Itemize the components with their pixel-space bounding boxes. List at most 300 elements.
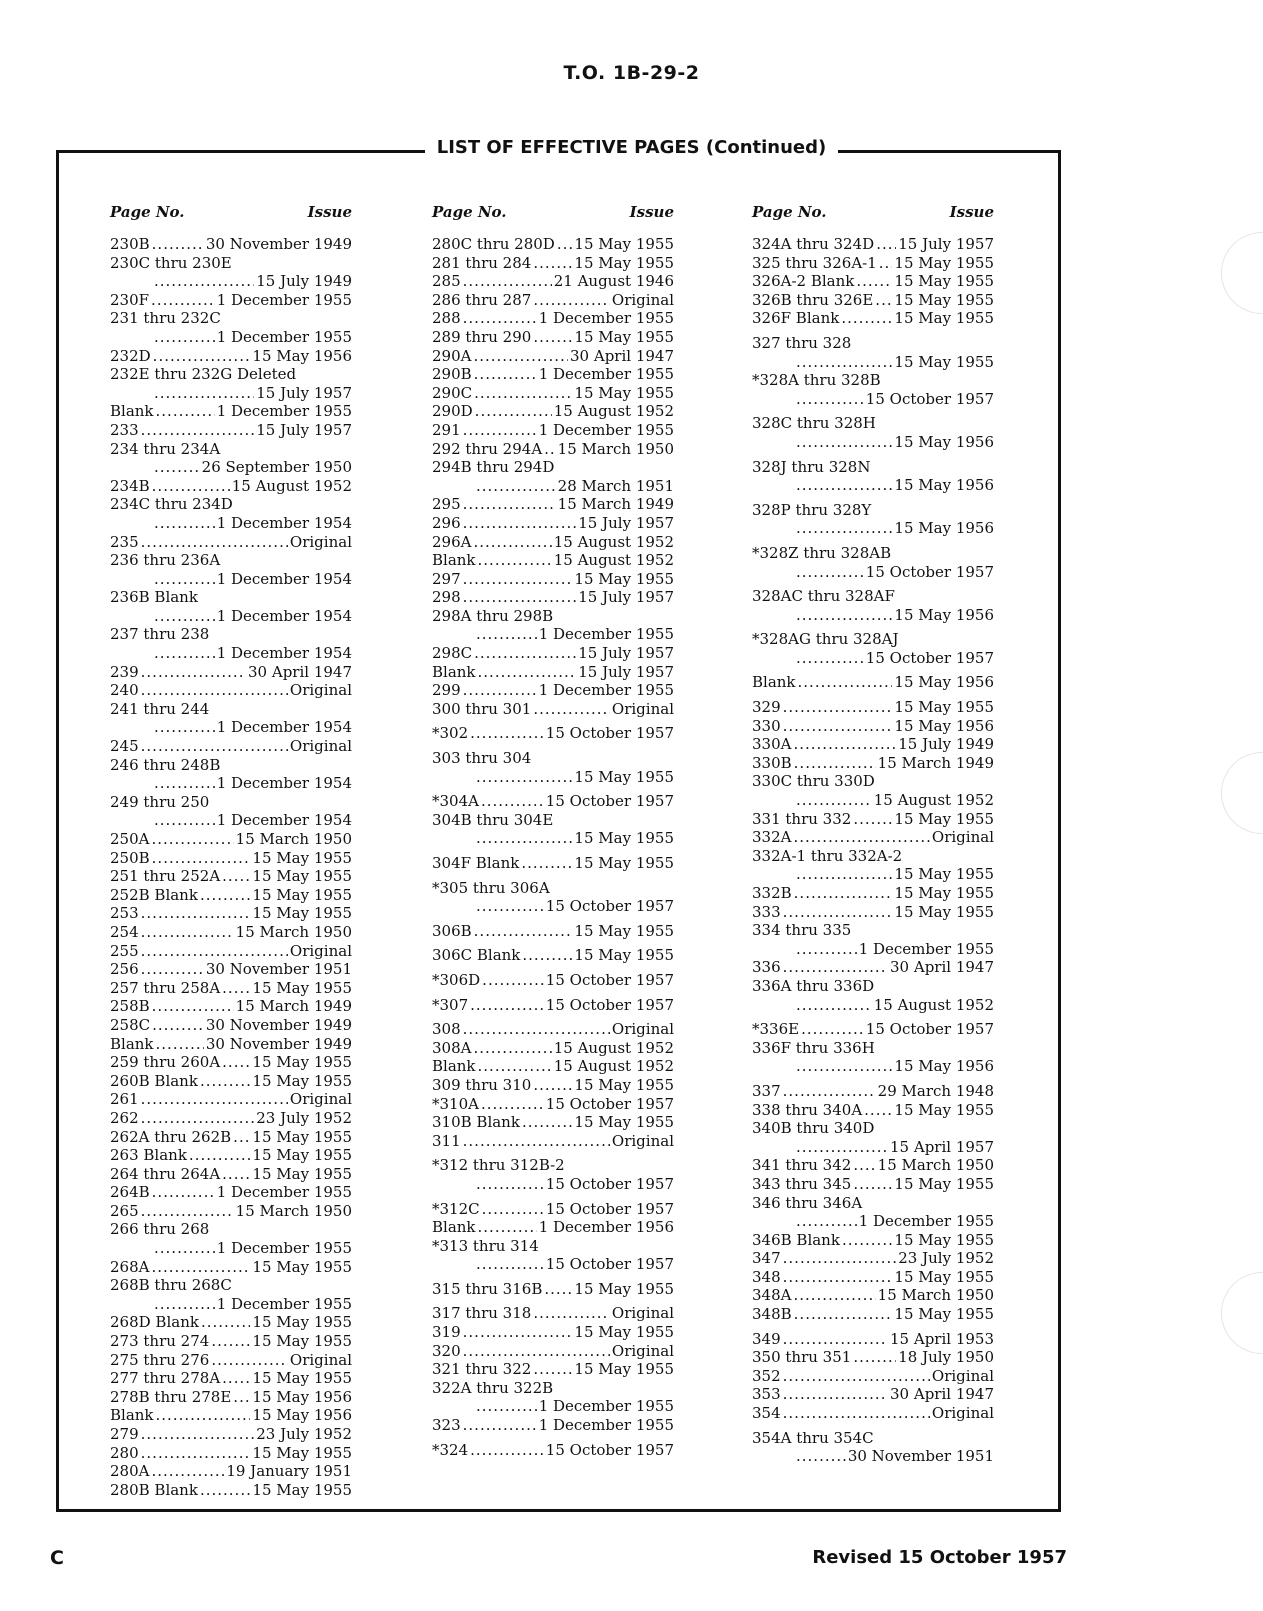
issue-date: 1 December 1955 xyxy=(858,1212,994,1231)
page-entry xyxy=(110,737,352,756)
page-entry xyxy=(110,1332,352,1351)
page-entry xyxy=(110,1202,352,1221)
issue-date: Original xyxy=(289,1350,352,1369)
page-number: 295 xyxy=(432,495,461,514)
page-number: 292 thru 294A xyxy=(432,439,543,458)
page-number: 230F xyxy=(110,290,150,309)
dot-leader xyxy=(533,700,610,719)
dot-leader xyxy=(141,533,288,552)
page-entry xyxy=(110,1351,352,1370)
dot-leader xyxy=(796,996,872,1015)
dot-leader xyxy=(463,272,552,291)
page-entry xyxy=(110,551,352,588)
issue-date: 21 August 1946 xyxy=(553,272,674,291)
dot-leader xyxy=(154,458,200,477)
issue-date: 15 May 1955 xyxy=(894,1305,994,1324)
page-entry xyxy=(752,1082,994,1101)
dot-leader xyxy=(222,1369,250,1388)
issue-date: 15 October 1957 xyxy=(545,1255,674,1274)
page-number: 280B Blank xyxy=(110,1480,198,1499)
page-entry xyxy=(432,235,674,254)
dot-leader xyxy=(796,940,857,959)
dot-leader xyxy=(478,1218,537,1237)
issue-date: 15 October 1957 xyxy=(545,792,674,811)
dot-leader xyxy=(463,421,537,440)
page-number: 250B xyxy=(110,848,150,867)
column-1 xyxy=(110,203,352,1499)
page-number: *328A thru 328B xyxy=(752,371,881,390)
page-number: 250A xyxy=(110,830,150,848)
page-entry xyxy=(110,1035,352,1054)
page-number: 349 xyxy=(752,1329,781,1348)
dot-leader xyxy=(470,724,544,743)
page-entry xyxy=(432,533,674,552)
page-number: 296A xyxy=(432,532,472,551)
entry-list xyxy=(752,235,994,1466)
dot-leader xyxy=(222,979,250,998)
issue-date: 15 May 1955 xyxy=(894,1174,994,1193)
issue-date: 30 April 1947 xyxy=(248,662,352,681)
issue-date: Original xyxy=(289,681,352,700)
page-number: 254 xyxy=(110,922,139,941)
page-number: 262A thru 262B xyxy=(110,1127,232,1146)
page-number: 310B Blank xyxy=(432,1113,520,1132)
page-number: 308A xyxy=(432,1038,472,1057)
page-entry xyxy=(432,663,674,682)
dot-leader xyxy=(841,309,892,328)
page-entry xyxy=(110,1109,352,1128)
page-entry xyxy=(752,1175,994,1194)
page-number: 264 thru 264A xyxy=(110,1164,221,1183)
dot-leader xyxy=(794,754,876,773)
page-entry xyxy=(432,1076,674,1095)
page-number: Blank xyxy=(432,1057,476,1076)
page-number: 330B xyxy=(752,753,792,772)
page-entry xyxy=(752,1039,994,1076)
page-entry xyxy=(432,514,674,533)
dot-leader xyxy=(152,477,230,496)
dot-leader xyxy=(876,235,896,254)
page-entry xyxy=(752,1156,994,1175)
dot-leader xyxy=(476,829,572,848)
page-entry xyxy=(752,458,994,495)
page-entry xyxy=(752,1268,994,1287)
page-entry xyxy=(752,630,994,667)
dot-leader xyxy=(463,309,537,328)
page-entry xyxy=(432,749,674,786)
issue-date: 15 March 1950 xyxy=(877,1156,994,1175)
dot-leader xyxy=(211,1332,250,1351)
dot-leader xyxy=(154,514,215,533)
page-entry xyxy=(110,1276,352,1313)
dot-leader xyxy=(533,1360,572,1379)
dot-leader xyxy=(470,996,544,1015)
page-number: 280C thru 280D xyxy=(432,235,555,253)
issue-date: Original xyxy=(611,290,674,309)
page-entry xyxy=(432,291,674,310)
entry-list xyxy=(432,235,674,1459)
page-entry xyxy=(110,495,352,532)
dot-leader xyxy=(796,1447,846,1466)
dot-leader xyxy=(463,1020,610,1039)
page-number: 332A xyxy=(752,828,792,847)
dot-leader xyxy=(522,1113,572,1132)
page-number: *324 xyxy=(432,1440,469,1459)
page-entry xyxy=(110,365,352,402)
page-number: 277 thru 278A xyxy=(110,1369,221,1388)
dot-leader xyxy=(798,673,893,692)
page-number: 249 thru 250 xyxy=(110,792,210,811)
dot-leader xyxy=(796,519,892,538)
issue-date: 15 May 1955 xyxy=(574,854,674,872)
issue-date: 30 April 1947 xyxy=(570,346,674,365)
issue-date: 15 July 1957 xyxy=(578,644,674,663)
column-header xyxy=(752,203,994,221)
page-number: 298A thru 298B xyxy=(432,606,554,625)
page-entry xyxy=(110,309,352,346)
dot-leader xyxy=(879,254,893,273)
page-number: 337 xyxy=(752,1081,781,1100)
issue-date: 15 May 1955 xyxy=(252,1443,352,1462)
page-number: 348 xyxy=(752,1267,781,1286)
page-entry xyxy=(752,309,994,328)
issue-date: 15 May 1955 xyxy=(894,309,994,328)
dot-leader xyxy=(474,922,573,941)
page-entry xyxy=(110,402,352,421)
dot-leader xyxy=(201,1313,250,1332)
page-entry xyxy=(752,903,994,922)
dot-leader xyxy=(151,830,233,849)
issue-date: Original xyxy=(289,1090,352,1109)
page-number: 264B xyxy=(110,1183,150,1202)
list-title-wrap xyxy=(0,137,1263,158)
issue-date: Original xyxy=(289,532,352,551)
page-entry xyxy=(110,1072,352,1091)
page-entry xyxy=(432,922,674,941)
dot-leader xyxy=(463,1342,610,1361)
issue-date: 15 May 1955 xyxy=(252,1071,352,1090)
issue-date: 15 July 1957 xyxy=(898,235,994,253)
page-entry xyxy=(432,1304,674,1323)
dot-leader xyxy=(793,828,929,847)
page-number: 348A xyxy=(752,1286,792,1305)
dot-leader xyxy=(853,1156,875,1175)
issue-date: 1 December 1954 xyxy=(216,718,352,737)
page-number: 230B xyxy=(110,235,150,253)
dot-leader xyxy=(796,606,892,625)
page-number: Blank xyxy=(110,1406,154,1425)
page-number: 319 xyxy=(432,1323,461,1342)
page-number: 308 xyxy=(432,1020,461,1039)
page-number: 273 thru 274 xyxy=(110,1332,210,1351)
dot-leader xyxy=(463,681,537,700)
page-number: 330 xyxy=(752,716,781,735)
dot-leader xyxy=(796,649,864,668)
page-entry xyxy=(752,717,994,736)
page-entry xyxy=(110,979,352,998)
dot-leader xyxy=(189,1146,251,1165)
page-entry xyxy=(752,1101,994,1120)
page-entry xyxy=(110,1220,352,1257)
page-entry xyxy=(110,533,352,552)
page-number: 257 thru 258A xyxy=(110,978,221,997)
issue-date: 15 May 1955 xyxy=(894,352,994,371)
page-number: *305 thru 306A xyxy=(432,878,550,897)
page-entry xyxy=(110,1369,352,1388)
page-entry xyxy=(432,996,674,1015)
page-entry xyxy=(752,1348,994,1367)
issue-date: 15 May 1956 xyxy=(894,1057,994,1076)
page-entry xyxy=(432,1218,674,1237)
page-number: 323 xyxy=(432,1416,461,1435)
issue-date: 15 May 1955 xyxy=(252,1146,352,1165)
page-number: 326A-2 Blank xyxy=(752,272,855,291)
page-number: Blank xyxy=(752,673,796,692)
page-number: 306C Blank xyxy=(432,946,521,965)
issue-date: 1 December 1955 xyxy=(216,402,352,421)
page-number: 328P thru 328Y xyxy=(752,500,872,519)
page-number: 296 xyxy=(432,513,461,532)
page-number: 317 thru 318 xyxy=(432,1304,532,1323)
issue-date: 15 May 1955 xyxy=(894,253,994,272)
page-number: 266 thru 268 xyxy=(110,1220,210,1239)
issue-date: 15 May 1955 xyxy=(574,1113,674,1132)
dot-leader xyxy=(533,1304,610,1323)
issue-date: 15 May 1956 xyxy=(252,346,352,365)
dot-leader xyxy=(463,1132,610,1151)
page-entry xyxy=(432,1156,674,1193)
dot-leader xyxy=(783,1249,897,1268)
issue-date: 30 November 1949 xyxy=(205,235,352,253)
page-number: 286 thru 287 xyxy=(432,290,532,309)
page-entry xyxy=(110,1183,352,1202)
page-entry xyxy=(432,1020,674,1039)
dot-leader xyxy=(154,384,254,403)
page-number: 306B xyxy=(432,921,472,940)
issue-date: 15 May 1955 xyxy=(574,253,674,272)
punch-hole xyxy=(1221,232,1263,314)
page-number: 289 thru 290 xyxy=(432,327,532,346)
issue-header: Issue xyxy=(307,203,352,221)
issue-date: 23 July 1952 xyxy=(256,1108,352,1127)
issue-date: 15 May 1955 xyxy=(894,884,994,902)
page-entry xyxy=(110,1388,352,1407)
dot-leader xyxy=(154,811,215,830)
issue-date: 15 March 1949 xyxy=(557,495,674,514)
page-number: 320 xyxy=(432,1341,461,1360)
issue-date: 1 December 1955 xyxy=(216,1294,352,1313)
page-entry xyxy=(432,879,674,916)
issue-date: 15 July 1957 xyxy=(578,588,674,607)
issue-date: 15 July 1957 xyxy=(578,662,674,681)
issue-date: 15 May 1955 xyxy=(252,1053,352,1072)
issue-date: 23 July 1952 xyxy=(898,1249,994,1268)
page-number: 325 thru 326A-1 xyxy=(752,253,877,272)
page-entry xyxy=(432,347,674,366)
page-entry xyxy=(752,501,994,538)
page-entry xyxy=(432,384,674,403)
page-number: 258C xyxy=(110,1015,151,1034)
page-number: 353 xyxy=(752,1385,781,1404)
dot-leader xyxy=(783,1385,888,1404)
page-entry xyxy=(752,1404,994,1423)
page-entry xyxy=(110,886,352,905)
page-number: 328C thru 328H xyxy=(752,414,876,433)
issue-date: 15 August 1952 xyxy=(553,1038,674,1057)
page-number: 268D Blank xyxy=(110,1313,199,1332)
dot-leader xyxy=(152,997,234,1016)
page-number: 338 thru 340A xyxy=(752,1100,863,1119)
page-entry xyxy=(752,235,994,254)
page-number: 235 xyxy=(110,532,139,551)
page-number: 268A xyxy=(110,1257,150,1276)
page-entry xyxy=(432,588,674,607)
issue-date: 15 March 1949 xyxy=(235,997,352,1016)
dot-leader xyxy=(796,563,864,582)
dot-leader xyxy=(476,768,572,787)
issue-date: 1 December 1955 xyxy=(216,1239,352,1258)
dot-leader xyxy=(794,884,893,903)
issue-date: 15 May 1955 xyxy=(574,569,674,588)
issue-date: 15 July 1957 xyxy=(578,513,674,532)
issue-date: 15 May 1955 xyxy=(574,946,674,965)
page-entry xyxy=(110,347,352,366)
dot-leader xyxy=(783,1268,893,1287)
issue-date: 15 August 1952 xyxy=(231,476,352,495)
page-entry xyxy=(752,673,994,692)
page-entry xyxy=(110,756,352,793)
issue-date: 15 May 1955 xyxy=(252,867,352,886)
issue-date: 15 May 1955 xyxy=(252,1369,352,1388)
page-entry xyxy=(432,328,674,347)
page-number: 241 thru 244 xyxy=(110,699,210,718)
dot-leader xyxy=(463,495,556,514)
page-entry xyxy=(752,1330,994,1349)
dot-leader xyxy=(783,1367,930,1386)
page-number: *336E xyxy=(752,1020,800,1039)
page-entry xyxy=(432,272,674,291)
dot-leader xyxy=(476,1255,544,1274)
page-entry xyxy=(752,1286,994,1305)
dot-leader xyxy=(533,328,572,347)
page-number: 291 xyxy=(432,420,461,439)
page-entry xyxy=(752,1194,994,1231)
page-entry xyxy=(752,735,994,754)
issue-date: 15 May 1955 xyxy=(252,1257,352,1276)
page-entry xyxy=(752,977,994,1014)
page-entry xyxy=(752,544,994,581)
column-header xyxy=(110,203,352,221)
column-2 xyxy=(432,203,674,1459)
page-number: 290A xyxy=(432,346,472,365)
page-number: *313 thru 314 xyxy=(432,1236,539,1255)
page-entry xyxy=(752,1231,994,1250)
issue-date: 15 May 1955 xyxy=(252,978,352,997)
dot-leader xyxy=(154,774,215,793)
issue-date: 15 May 1956 xyxy=(894,432,994,451)
page-number: *328AG thru 328AJ xyxy=(752,630,899,649)
page-entry xyxy=(752,1385,994,1404)
dot-leader xyxy=(473,347,568,366)
page-entry xyxy=(432,421,674,440)
dot-leader xyxy=(141,663,246,682)
dot-leader xyxy=(476,1397,537,1416)
dot-leader xyxy=(156,1035,204,1054)
dot-leader xyxy=(463,514,577,533)
page-entry xyxy=(752,921,994,958)
issue-date: 15 October 1957 xyxy=(545,897,674,916)
issue-date: 15 May 1955 xyxy=(894,698,994,717)
page-number: 304F Blank xyxy=(432,854,520,872)
dot-leader xyxy=(793,735,896,754)
page-number: 240 xyxy=(110,681,139,700)
page-entry xyxy=(110,1258,352,1277)
page-number: *302 xyxy=(432,724,469,743)
issue-date: 15 October 1957 xyxy=(545,724,674,743)
page-number: 294B thru 294D xyxy=(432,458,555,477)
revision-date: Revised 15 October 1957 xyxy=(812,1547,1067,1568)
page-number: 288 xyxy=(432,309,461,328)
page-entry xyxy=(432,1379,674,1416)
issue-date: 15 May 1955 xyxy=(252,1332,352,1351)
issue-date: 1 December 1955 xyxy=(216,327,352,346)
issue-date: 15 March 1950 xyxy=(235,922,352,941)
issue-date: 30 November 1949 xyxy=(205,1015,352,1034)
dot-leader xyxy=(463,570,573,589)
dot-leader xyxy=(233,1388,250,1407)
page-number: 259 thru 260A xyxy=(110,1053,221,1072)
page-number: 340B thru 340D xyxy=(752,1119,875,1138)
issue-date: 15 May 1955 xyxy=(252,885,352,904)
dot-leader xyxy=(474,384,572,403)
page-number: 237 thru 238 xyxy=(110,625,210,644)
dot-leader xyxy=(463,1323,573,1342)
issue-date: 15 October 1957 xyxy=(545,970,674,989)
issue-date: 15 October 1957 xyxy=(545,1174,674,1193)
issue-date: 1 December 1954 xyxy=(216,644,352,663)
issue-date: 15 August 1952 xyxy=(553,402,674,421)
dot-leader xyxy=(141,421,255,440)
issue-date: Original xyxy=(931,1366,994,1385)
dot-leader xyxy=(853,1175,892,1194)
page-entry xyxy=(752,828,994,847)
issue-date: 15 May 1955 xyxy=(894,865,994,884)
page-number: 255 xyxy=(110,941,139,960)
dot-leader xyxy=(141,1425,255,1444)
issue-date: 15 May 1955 xyxy=(574,921,674,940)
dot-leader xyxy=(154,1239,215,1258)
issue-date: 15 May 1955 xyxy=(574,1279,674,1298)
issue-date: 15 October 1957 xyxy=(865,1020,994,1039)
page-entry xyxy=(752,334,994,371)
page-number: 232E thru 232G Deleted xyxy=(110,365,297,384)
dot-leader xyxy=(154,570,215,589)
page-entry xyxy=(110,663,352,682)
page-number: 260B Blank xyxy=(110,1071,198,1090)
page-number: 245 xyxy=(110,737,139,756)
issue-date: 15 May 1955 xyxy=(574,327,674,346)
page-number: 336F thru 336H xyxy=(752,1038,875,1057)
dot-leader xyxy=(154,607,215,626)
page-entry xyxy=(110,830,352,849)
page-entry xyxy=(432,700,674,719)
issue-date: 18 July 1950 xyxy=(898,1348,994,1367)
page-number: 334 thru 335 xyxy=(752,921,852,940)
page-entry xyxy=(110,923,352,942)
page-number: *312C xyxy=(432,1199,480,1218)
page-number: 300 thru 301 xyxy=(432,699,532,718)
issue-date: 15 August 1952 xyxy=(873,995,994,1014)
